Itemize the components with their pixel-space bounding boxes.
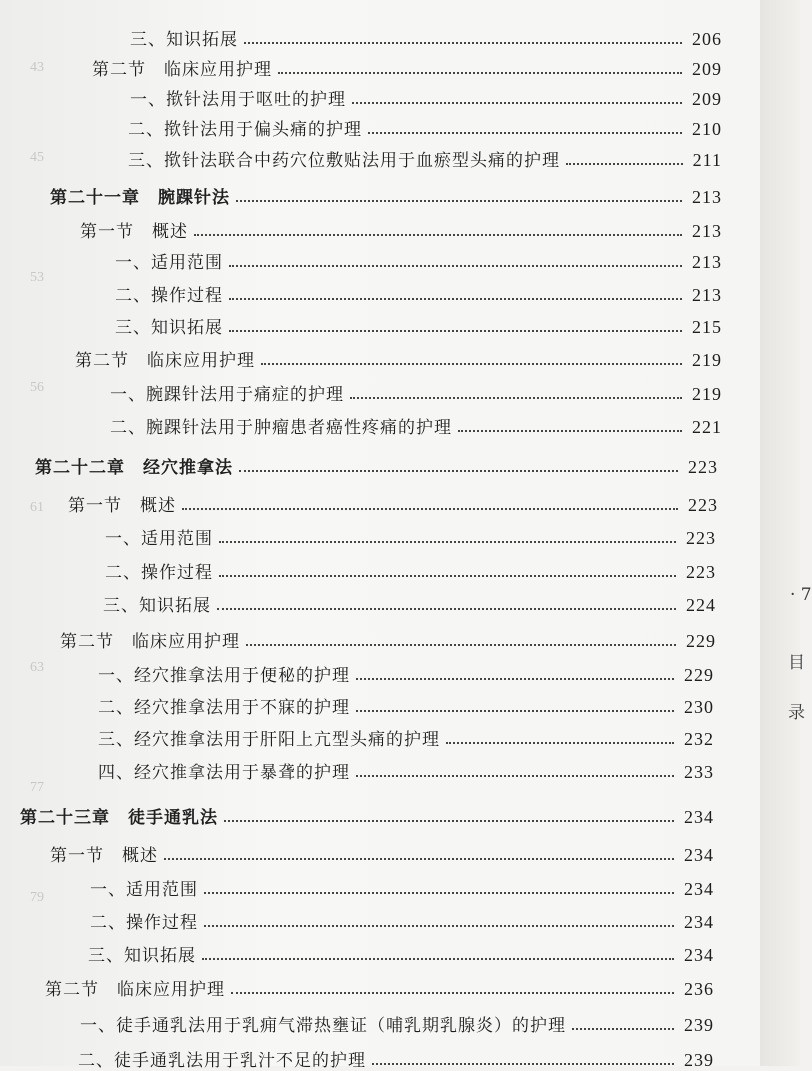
- dot-leader: [229, 265, 682, 267]
- edge-label-mu: 目: [788, 653, 805, 673]
- toc-chapter-row[interactable]: [35, 450, 718, 478]
- toc-entry-title: 第二十二章 经穴推拿法: [35, 458, 233, 478]
- toc-page-number: 223: [688, 457, 718, 477]
- dot-leader: [246, 644, 676, 646]
- dot-leader: [352, 102, 682, 104]
- toc-item-row[interactable]: [110, 377, 722, 405]
- toc-item-row[interactable]: [98, 755, 714, 783]
- toc-entry-title: 第二节 临床应用护理: [45, 980, 225, 1000]
- dot-leader: [204, 925, 674, 927]
- toc-page-number: 213: [692, 252, 722, 272]
- toc-entry-title: 三、揿针法联合中药穴位敷贴法用于血瘀型头痛的护理: [128, 151, 560, 171]
- dot-leader: [231, 992, 674, 994]
- toc-item-row[interactable]: [90, 905, 714, 933]
- bleed-through-mark: 79: [30, 890, 44, 905]
- bleed-through-mark: 63: [30, 660, 44, 675]
- toc-entry-title: 三、知识拓展: [103, 596, 211, 616]
- toc-page-number: 233: [684, 762, 714, 782]
- toc-page-number: 213: [692, 285, 722, 305]
- toc-entry-title: 二、操作过程: [105, 563, 213, 583]
- toc-entry-title: 第二节 临床应用护理: [60, 632, 240, 652]
- toc-section-row[interactable]: [80, 214, 722, 242]
- dot-leader: [194, 234, 682, 236]
- toc-page-number: 223: [686, 562, 716, 582]
- toc-page-number: 221: [692, 417, 722, 437]
- toc-page-number: 206: [692, 29, 722, 49]
- dot-leader: [278, 72, 682, 74]
- adjacent-page-edge: [760, 0, 812, 1066]
- toc-section-row[interactable]: [50, 838, 714, 866]
- toc-page-number: 234: [684, 845, 714, 865]
- toc-entry-title: 第一节 概述: [80, 222, 188, 242]
- dot-leader: [236, 200, 682, 202]
- toc-item-row[interactable]: [103, 588, 716, 616]
- dot-leader: [372, 1063, 674, 1065]
- toc-page-number: 209: [692, 89, 722, 109]
- dot-leader: [239, 470, 678, 472]
- dot-leader: [204, 892, 674, 894]
- dot-leader: [356, 678, 674, 680]
- toc-entry-title: 第二十一章 腕踝针法: [50, 188, 230, 208]
- toc-page-number: 234: [684, 945, 714, 965]
- dot-leader: [350, 397, 682, 399]
- edge-label-lu: 录: [788, 703, 805, 723]
- toc-page-number: 230: [684, 697, 714, 717]
- bleed-through-mark: 43: [30, 60, 44, 75]
- toc-item-row[interactable]: [115, 245, 722, 273]
- toc-entry-title: 二、徒手通乳法用于乳汁不足的护理: [78, 1051, 366, 1071]
- toc-page-number: 213: [692, 187, 722, 207]
- toc-page-number: 239: [684, 1015, 714, 1035]
- toc-entry-title: 一、适用范围: [115, 253, 223, 273]
- bleed-through-mark: 53: [30, 270, 44, 285]
- dot-leader: [261, 363, 682, 365]
- dot-leader: [217, 608, 676, 610]
- dot-leader: [356, 710, 674, 712]
- toc-item-row[interactable]: [80, 1008, 714, 1036]
- dot-leader: [202, 958, 674, 960]
- bleed-through-mark: 45: [30, 150, 44, 165]
- toc-entry-title: 三、知识拓展: [88, 946, 196, 966]
- toc-item-row[interactable]: [98, 722, 714, 750]
- toc-chapter-row[interactable]: [50, 180, 722, 208]
- toc-item-row[interactable]: [78, 1043, 714, 1071]
- toc-page-number: 223: [688, 495, 718, 515]
- toc-page-number: 229: [686, 631, 716, 651]
- toc-entry-title: 一、腕踝针法用于痛症的护理: [110, 385, 344, 405]
- dot-leader: [244, 42, 682, 44]
- dot-leader: [458, 430, 682, 432]
- toc-section-row[interactable]: [75, 343, 722, 371]
- toc-page-number: 224: [686, 595, 716, 615]
- toc-entry-title: 一、经穴推拿法用于便秘的护理: [98, 666, 350, 686]
- toc-entry-title: 第一节 概述: [50, 846, 158, 866]
- toc-item-row[interactable]: [98, 658, 714, 686]
- toc-entry-title: 二、揿针法用于偏头痛的护理: [128, 120, 362, 140]
- toc-chapter-row[interactable]: [20, 800, 714, 828]
- dot-leader: [566, 163, 683, 165]
- toc-entry-title: 一、徒手通乳法用于乳痈气滞热壅证（哺乳期乳腺炎）的护理: [80, 1016, 566, 1036]
- toc-entry-title: 二、操作过程: [115, 286, 223, 306]
- toc-item-row[interactable]: [98, 690, 714, 718]
- toc-entry-title: 三、知识拓展: [115, 318, 223, 338]
- toc-item-row[interactable]: [105, 521, 716, 549]
- toc-entry-title: 第二十三章 徒手通乳法: [20, 808, 218, 828]
- dot-leader: [182, 508, 678, 510]
- dot-leader: [356, 775, 674, 777]
- dot-leader: [229, 330, 682, 332]
- toc-entry-title: 二、操作过程: [90, 913, 198, 933]
- toc-page-number: 234: [684, 807, 714, 827]
- toc-section-row[interactable]: [92, 52, 722, 80]
- toc-section-row[interactable]: [60, 624, 716, 652]
- toc-item-row[interactable]: [130, 22, 722, 50]
- bleed-through-mark: 77: [30, 780, 44, 795]
- toc-item-row[interactable]: [115, 278, 722, 306]
- dot-leader: [368, 132, 682, 134]
- toc-page-number: 219: [692, 350, 722, 370]
- toc-section-row[interactable]: [45, 972, 714, 1000]
- toc-entry-title: 第二节 临床应用护理: [75, 351, 255, 371]
- toc-entry-title: 第一节 概述: [68, 496, 176, 516]
- dot-leader: [164, 858, 674, 860]
- toc-page-number: 234: [684, 879, 714, 899]
- dot-leader: [229, 298, 682, 300]
- toc-item-row[interactable]: [128, 143, 722, 171]
- toc-page-number: 219: [692, 384, 722, 404]
- dot-leader: [219, 541, 676, 543]
- dot-leader: [572, 1028, 674, 1030]
- toc-page-number: 223: [686, 528, 716, 548]
- toc-page-number: 234: [684, 912, 714, 932]
- toc-page-number: 213: [692, 221, 722, 241]
- toc-item-row[interactable]: [90, 872, 714, 900]
- dot-leader: [219, 575, 676, 577]
- toc-entry-title: 一、适用范围: [105, 529, 213, 549]
- bleed-through-mark: 56: [30, 380, 44, 395]
- toc-item-row[interactable]: [110, 410, 722, 438]
- toc-entry-title: 二、经穴推拿法用于不寐的护理: [98, 698, 350, 718]
- toc-page-number: 229: [684, 665, 714, 685]
- toc-item-row[interactable]: [88, 938, 714, 966]
- toc-page-number: 236: [684, 979, 714, 999]
- toc-item-row[interactable]: [105, 555, 716, 583]
- toc-entry-title: 三、知识拓展: [130, 30, 238, 50]
- dot-leader: [446, 742, 674, 744]
- toc-entry-title: 一、适用范围: [90, 880, 198, 900]
- toc-entry-title: 一、揿针法用于呕吐的护理: [130, 90, 346, 110]
- edge-page-mark: · 7: [790, 585, 812, 605]
- toc-item-row[interactable]: [115, 310, 722, 338]
- toc-entry-title: 第二节 临床应用护理: [92, 60, 272, 80]
- toc-page-number: 215: [692, 317, 722, 337]
- bleed-through-mark: 61: [30, 500, 44, 515]
- toc-item-row[interactable]: [128, 112, 722, 140]
- toc-entry-title: 二、腕踝针法用于肿瘤患者癌性疼痛的护理: [110, 418, 452, 438]
- toc-page-number: 209: [692, 59, 722, 79]
- toc-item-row[interactable]: [130, 82, 722, 110]
- toc-section-row[interactable]: [68, 488, 718, 516]
- toc-page-number: 239: [684, 1050, 714, 1070]
- dot-leader: [224, 820, 674, 822]
- toc-page-number: 232: [684, 729, 714, 749]
- toc-entry-title: 四、经穴推拿法用于暴聋的护理: [98, 763, 350, 783]
- toc-page-number: 210: [692, 119, 722, 139]
- toc-page-number: 211: [692, 150, 722, 170]
- toc-entry-title: 三、经穴推拿法用于肝阳上亢型头痛的护理: [98, 730, 440, 750]
